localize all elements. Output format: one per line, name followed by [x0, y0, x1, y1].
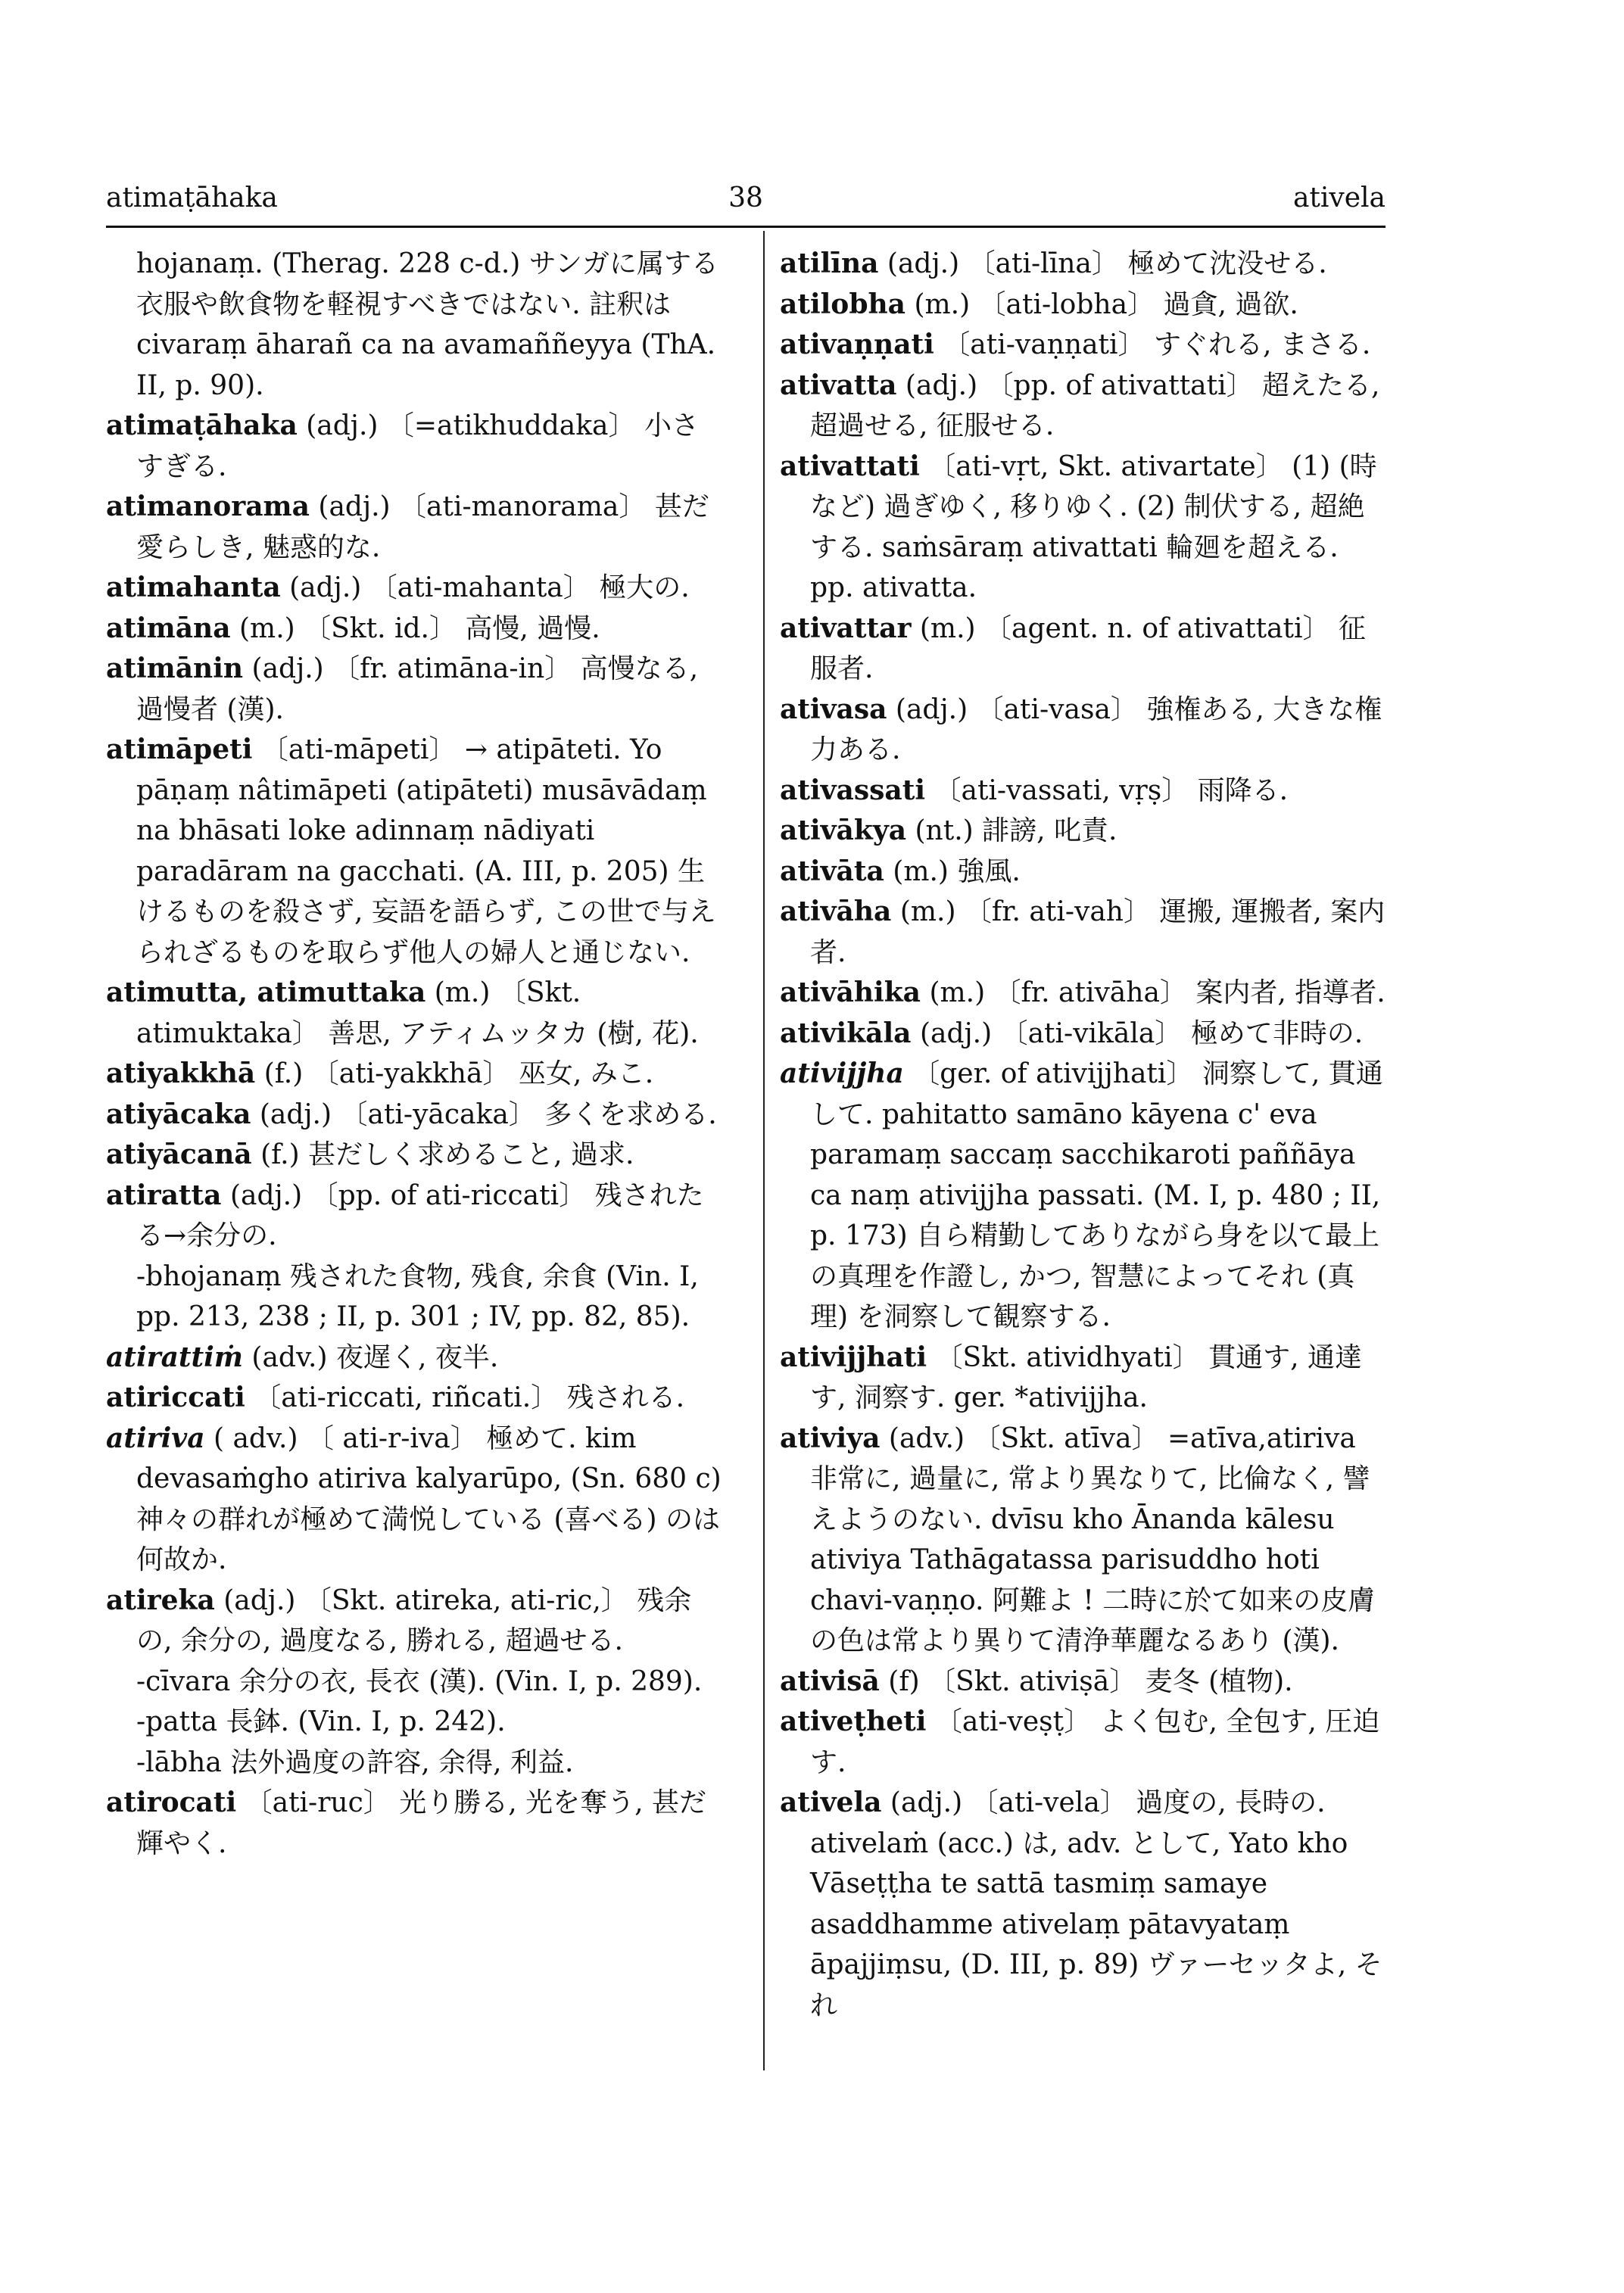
dictionary-entry	[106, 1419, 725, 1581]
entry-headword: ativijjha	[780, 1058, 904, 1089]
sub-entry: -patta 長鉢. (Vin. I, p. 242).	[136, 1706, 506, 1737]
dictionary-entry	[780, 325, 1386, 366]
dictionary-entry	[106, 1581, 725, 1662]
right-column	[780, 244, 1386, 2026]
dictionary-entry	[780, 973, 1386, 1014]
entry-definition: (adj.) 〔ati-yācaka〕 多くを求める.	[251, 1098, 717, 1130]
right-guide-word: ativela	[1292, 182, 1386, 213]
sub-entry: -bhojanaṃ 残された食物, 残食, 余食 (Vin. I, pp. 213, 238 ; II, p. 301 ; IV, pp. 82, 85).	[136, 1260, 699, 1332]
entry-definition: (adj.) 〔ati-mahanta〕 極大の.	[280, 572, 690, 603]
entry-headword: atiratta	[106, 1179, 222, 1211]
dictionary-entry	[780, 1419, 1386, 1662]
entry-definition: (adj.) 〔Skt. atireka, ati-ric,〕 残余の, 余分の, 過度なる, 勝れる, 超過せる.	[136, 1584, 692, 1656]
entry-headword: atimānin	[106, 653, 244, 684]
entry-definition: (f.) 〔ati-yakkhā〕 巫女, みこ.	[255, 1058, 654, 1089]
entry-headword: ativattati	[780, 450, 920, 482]
dictionary-entry	[780, 771, 1386, 812]
sub-entry: -lābha 法外過度の許容, 余得, 利益.	[136, 1746, 574, 1778]
dictionary-entry	[780, 447, 1386, 609]
dictionary-entry	[780, 852, 1386, 893]
entry-definition: (f) 〔Skt. ativiṣā〕 麦冬 (植物).	[879, 1665, 1293, 1697]
entry-definition: (nt.) 誹謗, 叱責.	[906, 815, 1117, 846]
entry-definition: (adv.) 夜遅く, 夜半.	[242, 1341, 499, 1373]
entry-definition: (adj.) 〔pp. of ati-riccati〕 残されたる→余分の.	[136, 1179, 704, 1251]
entry-definition: (m.) 〔Skt. atimuktaka〕 善思, アティムッタカ (樹, 花).	[136, 977, 699, 1049]
entry-definition: (m.) 強風.	[884, 855, 1021, 887]
dictionary-entry	[106, 609, 725, 650]
entry-headword: atiyācaka	[106, 1098, 251, 1130]
entry-headword: atirattiṁ	[106, 1341, 243, 1373]
entry-definition: (m.) 〔fr. ativāha〕 案内者, 指導者.	[921, 977, 1386, 1008]
entry-definition: (adj.) 〔ati-līna〕 極めて沈没せる.	[878, 248, 1327, 279]
entry-headword: ativassati	[780, 774, 926, 806]
entry-definition: (m.) 〔fr. ati-vah〕 運搬, 運搬者, 案内者.	[810, 896, 1386, 968]
entry-headword: atiyācanā	[106, 1139, 252, 1170]
entry-headword: ativela	[780, 1787, 882, 1818]
page-number: 38	[728, 182, 763, 213]
entry-headword: ativākya	[780, 815, 907, 846]
dictionary-entry	[780, 609, 1386, 690]
entry-headword: atirocati	[106, 1787, 237, 1818]
dictionary-entry	[106, 649, 725, 730]
dictionary-entry	[106, 1783, 725, 1864]
entry-headword: ativāha	[780, 896, 892, 927]
entry-definition: 〔ati-riccati, riñcati.〕 残される.	[245, 1382, 685, 1413]
dictionary-entry	[106, 730, 725, 973]
entry-headword: atilīna	[780, 248, 879, 279]
entry-definition: 〔Skt. atividhyati〕 貫通す, 通達す, 洞察す. ger. *ativijjha.	[810, 1341, 1363, 1413]
dictionary-entry	[780, 892, 1386, 973]
entry-definition: 〔ati-māpeti〕 → atipāteti. Yo pāṇaṃ nâtimāpeti (atipāteti) musāvādaṃ na bhāsati loke adinnaṃ nādiyati paradāram na gacchati. (A. III, p. 205) 生けるものを殺さず, 妄語を語らず, この世で与えられざるものを取らず他人の婦人と通じない.	[136, 734, 716, 968]
header-rule	[106, 226, 1386, 228]
entry-headword: ativisā	[780, 1665, 880, 1697]
entry-headword: atimaṭāhaka	[106, 410, 298, 441]
entry-headword: atiyakkhā	[106, 1058, 256, 1089]
entry-headword: ativikāla	[780, 1017, 912, 1049]
dictionary-entry	[780, 1783, 1386, 2026]
entry-headword: ativāta	[780, 855, 884, 887]
dictionary-entry	[780, 244, 1386, 285]
dictionary-entry	[106, 568, 725, 609]
dictionary-entry	[780, 366, 1386, 447]
entry-definition: 〔ati-vṛt, Skt. ativartate〕 (1) (時など) 過ぎゆく, 移りゆく. (2) 制伏する, 超絶する. saṁsāraṃ ativattati 輪廻を超える. pp. ativatta.	[810, 450, 1377, 603]
entry-definition: (adv.) 〔Skt. atīva〕 =atīva,atiriva 非常に, 過量に, 常より異なりて, 比倫なく, 譬えようのない. dvīsu kho Ānanda kālesu ativiya Tathāgatassa parisuddho hoti chavi-vaṇṇo. 阿難よ ! 二時に於て如来の皮膚の色は常より異りて清浄華麗なるあり (漢).	[810, 1422, 1376, 1656]
entry-definition: (adj.) 〔=atikhuddaka〕 小さすぎる.	[136, 410, 699, 482]
entry-headword: ativeṭheti	[780, 1706, 927, 1737]
dictionary-entry	[106, 1176, 725, 1257]
entry-definition: (adj.) 〔pp. of ativattati〕 超えたる, 超過せる, 征服せる.	[810, 369, 1380, 441]
dictionary-entry	[106, 1135, 725, 1176]
dictionary-entry	[106, 1054, 725, 1095]
entry-definition: (adj.) 〔ati-vikāla〕 極めて非時の.	[911, 1017, 1364, 1049]
entry-definition: 〔ger. of ativijjhati〕 洞察して, 貫通して. pahitatto samāno kāyena c' eva paramaṃ saccaṃ sacchikaroti paññāya ca naṃ ativijjha passati. (M. I, p. 480 ; II, p. 173) 自ら精勤してありながら身を以て最上の真理を作證し, かつ, 智慧によってそれ (真理) を洞察して観察する.	[810, 1058, 1383, 1332]
entry-definition: (m.) 〔Skt. id.〕 高慢, 過慢.	[230, 612, 600, 644]
entry-definition: (adj.) 〔ati-vela〕 過度の, 長時の. ativelaṁ (acc.) は, adv. として, Yato kho Vāseṭṭha te sattā tasmiṃ samaye asaddhamme ativelaṃ pātavyataṃ āpajjiṃsu, (D. III, p. 89) ヴァーセッタよ, それ	[810, 1787, 1382, 2021]
running-head	[106, 176, 1386, 221]
dictionary-entry	[780, 1662, 1386, 1703]
entry-definition: (adj.) 〔ati-vasa〕 強権ある, 大きな権力ある.	[810, 693, 1382, 765]
dictionary-entry	[780, 1338, 1386, 1419]
dictionary-entry	[780, 285, 1386, 326]
entry-headword: ativaṇṇati	[780, 329, 934, 360]
entry-headword: atilobha	[780, 288, 906, 320]
dictionary-entry	[780, 1014, 1386, 1055]
dictionary-entry	[106, 1338, 725, 1379]
entry-definition: 〔ati-veṣṭ〕 よく包む, 全包す, 圧迫す.	[810, 1706, 1380, 1778]
entry-headword: ativatta	[780, 369, 897, 401]
left-column	[106, 244, 725, 1864]
dictionary-entry	[780, 811, 1386, 852]
entry-headword: ativāhika	[780, 977, 921, 1008]
dictionary-entry	[780, 690, 1386, 771]
entry-definition: 〔ati-vassati, vṛṣ〕 雨降る.	[925, 774, 1289, 806]
dictionary-entry	[780, 1054, 1386, 1338]
entry-definition: (adj.) 〔fr. atimāna-in〕 高慢なる, 過慢者 (漢).	[136, 653, 699, 725]
entry-headword: atiriccati	[106, 1382, 245, 1413]
entry-headword: atimutta, atimuttaka	[106, 977, 426, 1008]
column-divider	[763, 231, 765, 2070]
entry-definition: (f.) 甚だしく求めること, 過求.	[251, 1139, 634, 1170]
entry-definition: 〔ati-ruc〕 光り勝る, 光を奪う, 甚だ輝やく.	[136, 1787, 706, 1859]
entry-headword: ativijjhati	[780, 1341, 927, 1373]
dictionary-entry	[106, 1095, 725, 1136]
dictionary-entry	[106, 406, 725, 487]
dictionary-entry	[780, 1702, 1386, 1783]
entry-headword: atimāpeti	[106, 734, 253, 765]
entry-definition: ( adv.) 〔 ati-r-iva〕 極めて. kim devasaṁgho atiriva kalyarūpo, (Sn. 680 c) 神々の群れが極めて満悦している (喜べる) のは何故か.	[136, 1422, 722, 1575]
entry-definition: (m.) 〔ati-lobha〕 過貪, 過欲.	[906, 288, 1298, 320]
entry-definition: (m.) 〔agent. n. of ativattati〕 征服者.	[810, 612, 1366, 684]
dictionary-entry	[106, 1378, 725, 1419]
entry-headword: ativasa	[780, 693, 887, 725]
dictionary-entry	[106, 973, 725, 1054]
entry-definition: 〔ati-vaṇṇati〕 すぐれる, まさる.	[934, 329, 1371, 360]
entry-headword: atimanorama	[106, 491, 310, 522]
entry-headword: ativattar	[780, 612, 912, 644]
dictionary-entry	[106, 487, 725, 568]
entry-definition: (adj.) 〔ati-manorama〕 甚だ愛らしき, 魅惑的な.	[136, 491, 709, 563]
entry-headword: atiriva	[106, 1422, 205, 1454]
entry-headword: atimahanta	[106, 572, 281, 603]
entry-headword: ativiya	[780, 1422, 881, 1454]
continued-text: hojanaṃ. (Therag. 228 c-d.) サンガに属する衣服や飲食物を軽視すべきではない. 註釈は civaraṃ āharañ ca na avamaññeyya (ThA. II, p. 90).	[136, 248, 718, 401]
entry-headword: atimāna	[106, 612, 231, 644]
left-guide-word: atimaṭāhaka	[106, 182, 278, 213]
sub-entry: -cīvara 余分の衣, 長衣 (漢). (Vin. I, p. 289).	[136, 1665, 703, 1697]
entry-headword: atireka	[106, 1584, 215, 1616]
